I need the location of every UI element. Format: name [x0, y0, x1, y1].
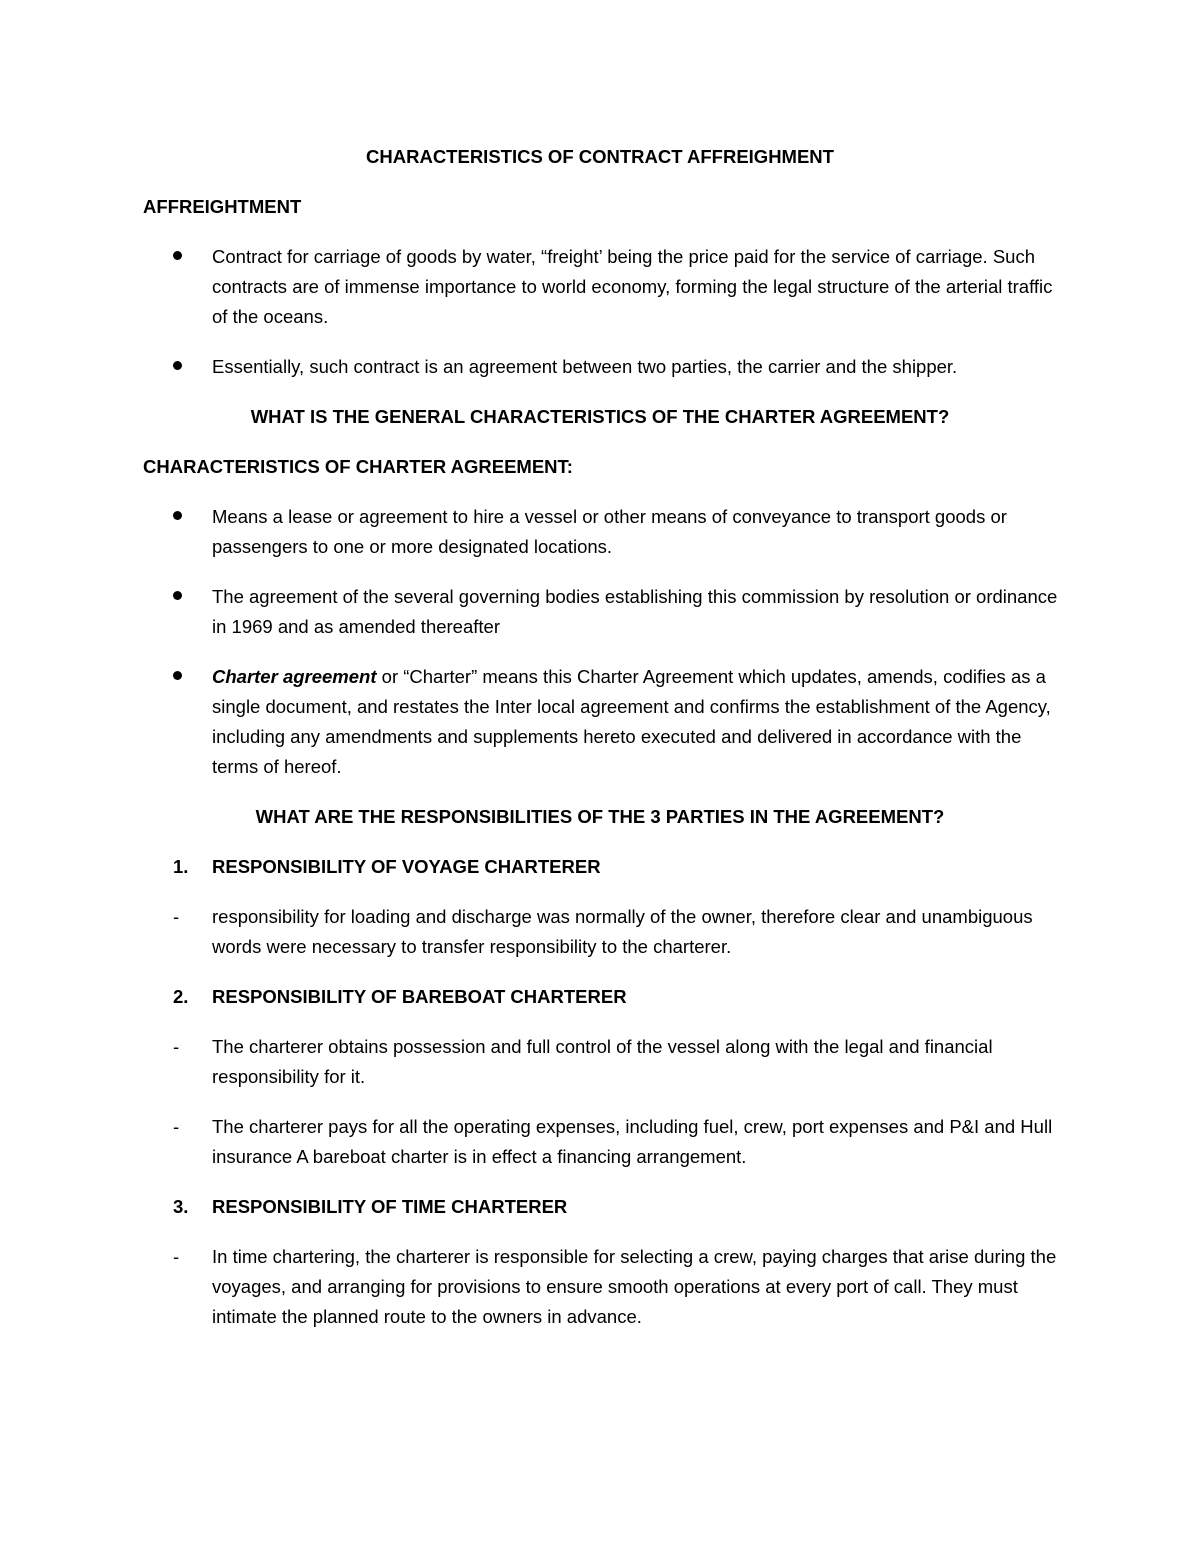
list-number: 2.	[173, 986, 189, 1007]
list-item: responsibility for loading and discharge was normally of the owner, therefore clear and unambiguous words were necessary to transfer responsibility to the charterer.	[212, 906, 1033, 957]
bullet-icon	[173, 251, 182, 260]
document-title: CHARACTERISTICS OF CONTRACT AFFREIGHMENT	[366, 146, 834, 167]
list-item: Essentially, such contract is an agreement between two parties, the carrier and the shipper.	[212, 356, 958, 377]
list-item: Means a lease or agreement to hire a vessel or other means of conveyance to transport goods or passengers to one or more designated locations.	[212, 506, 1007, 557]
question-heading: WHAT ARE THE RESPONSIBILITIES OF THE 3 PARTIES IN THE AGREEMENT?	[255, 806, 945, 827]
list-number: 1.	[173, 856, 189, 877]
responsibility-heading: RESPONSIBILITY OF VOYAGE CHARTERER	[212, 856, 601, 877]
responsibility-heading: RESPONSIBILITY OF TIME CHARTERER	[212, 1196, 568, 1217]
dash-marker: -	[173, 1246, 180, 1267]
section-heading-charter-characteristics: CHARACTERISTICS OF CHARTER AGREEMENT:	[143, 456, 573, 477]
list-item: The charterer pays for all the operating expenses, including fuel, crew, port expenses and P&I and Hull insurance A bareboat charter is in effect a financing arrangement.	[212, 1116, 1053, 1167]
list-item: The charterer obtains possession and full control of the vessel along with the legal and financial responsibility for it.	[212, 1036, 993, 1087]
list-number: 3.	[173, 1196, 189, 1217]
dash-marker: -	[173, 1036, 180, 1057]
dash-marker: -	[173, 1116, 180, 1137]
bullet-icon	[173, 671, 182, 680]
responsibility-heading: RESPONSIBILITY OF BAREBOAT CHARTERER	[212, 986, 627, 1007]
list-item: In time chartering, the charterer is responsible for selecting a crew, paying charges that arise during the voyages, and arranging for provisions to ensure smooth operations at every port of call. They must intimate the planned route to the owners in advance.	[212, 1246, 1057, 1327]
bullet-icon	[173, 511, 182, 520]
dash-marker: -	[173, 906, 180, 927]
section-heading-affreightment: AFFREIGHTMENT	[143, 196, 302, 217]
emphasized-term: Charter agreement	[212, 666, 377, 687]
question-heading: WHAT IS THE GENERAL CHARACTERISTICS OF THE CHARTER AGREEMENT?	[250, 406, 950, 427]
bullet-icon	[173, 591, 182, 600]
list-item: The agreement of the several governing bodies establishing this commission by resolution or ordinance in 1969 and as amended thereafter	[212, 586, 1058, 637]
list-item-text: or “Charter” means this Charter Agreement which updates, amends, codifies as a single document, and restates the Inter local agreement and confirms the establishment of the Agency, including any amendments and supplements hereto executed and delivered in accordance with the terms of hereof.	[212, 666, 1051, 777]
bullet-icon	[173, 361, 182, 370]
list-item: Contract for carriage of goods by water, “freight’ being the price paid for the service of carriage. Such contracts are of immense importance to world economy, forming the legal structure of the arterial traffic of the oceans.	[212, 246, 1053, 327]
list-item	[212, 662, 1072, 782]
